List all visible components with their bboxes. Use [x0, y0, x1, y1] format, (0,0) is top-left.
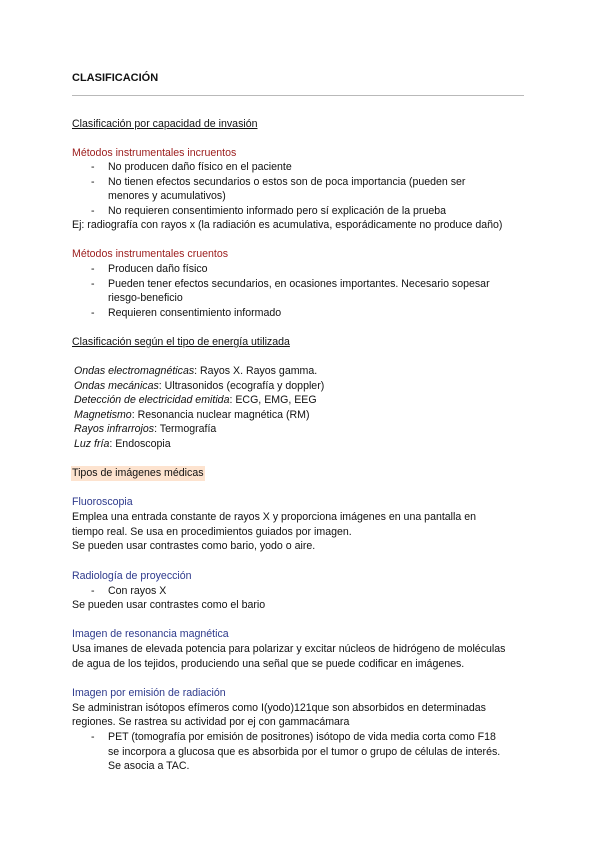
bullet-dash: - — [91, 307, 95, 319]
energia-row — [74, 365, 317, 378]
emision-line-2: regiones. Se rastrea su actividad por ej con gammacámara — [72, 716, 350, 728]
energia-term: Rayos infrarrojos — [74, 423, 155, 435]
incruentos-item-2-cont: menores y acumulativos) — [108, 190, 226, 202]
cruentos-item-3: Requieren consentimiento informado — [108, 307, 282, 319]
incruentos-example: Ej: radiografía con rayos x (la radiación es acumulativa, esporádicamente no produce daño) — [72, 219, 503, 231]
energia-term: Magnetismo — [74, 409, 132, 421]
resonancia-line-2: de agua de los tejidos, produciendo una señal que se puede codificar en imágenes. — [72, 658, 465, 670]
incruentos-item-1: No producen daño físico en el paciente — [108, 161, 292, 173]
energia-heading: Clasificación según el tipo de energía utilizada — [72, 336, 290, 348]
energia-row — [74, 394, 317, 407]
page-title: CLASIFICACIÓN — [72, 72, 159, 84]
energia-row — [74, 380, 324, 393]
bullet-dash: - — [91, 176, 95, 188]
energia-desc: : Termografía — [154, 423, 217, 435]
bullet-dash: - — [91, 731, 95, 743]
resonancia-heading: Imagen de resonancia magnética — [72, 628, 229, 640]
emision-heading: Imagen por emisión de radiación — [72, 687, 226, 699]
radiologia-item: Con rayos X — [108, 585, 167, 597]
title-divider — [72, 95, 524, 96]
bullet-dash: - — [91, 585, 95, 597]
energia-term: Luz fría — [74, 438, 110, 450]
cruentos-item-1: Producen daño físico — [108, 263, 208, 275]
energia-row — [74, 438, 171, 451]
fluoroscopia-line-1: Emplea una entrada constante de rayos X y proporciona imágenes en una pantalla en — [72, 511, 477, 523]
bullet-dash: - — [91, 263, 95, 275]
cruentos-heading: Métodos instrumentales cruentos — [72, 248, 229, 260]
resonancia-line-1: Usa imanes de elevada potencia para polarizar y excitar núcleos de hidrógeno de moléculas — [72, 643, 506, 655]
energia-desc: : Rayos X. Rayos gamma. — [194, 365, 318, 377]
incruentos-item-2: No tienen efectos secundarios o estos son de poca importancia (pueden ser — [108, 176, 466, 188]
cruentos-item-2: Pueden tener efectos secundarios, en ocasiones importantes. Necesario sopesar — [108, 278, 490, 290]
energia-desc: : Endoscopia — [109, 438, 171, 450]
invasion-heading: Clasificación por capacidad de invasión — [72, 118, 258, 130]
energia-row — [74, 423, 216, 436]
bullet-dash: - — [91, 278, 95, 290]
energia-term: Ondas electromagnéticas — [74, 365, 195, 377]
fluoroscopia-heading: Fluoroscopia — [72, 496, 133, 508]
emision-line-1: Se administran isótopos efímeros como I(yodo)121que son absorbidos en determinadas — [72, 702, 486, 714]
incruentos-heading: Métodos instrumentales incruentos — [72, 147, 237, 159]
incruentos-item-3: No requieren consentimiento informado pero sí explicación de la prueba — [108, 205, 447, 217]
emision-item-1-cont: Se asocia a TAC. — [108, 760, 190, 772]
energia-row — [74, 409, 310, 422]
radiologia-line: Se pueden usar contrastes como el bario — [72, 599, 266, 611]
energia-term: Ondas mecánicas — [74, 380, 159, 392]
radiologia-heading: Radiología de proyección — [72, 570, 192, 582]
fluoroscopia-line-2: tiempo real. Se usa en procedimientos guiados por imagen. — [72, 526, 352, 538]
emision-item-1: PET (tomografía por emisión de positrones) isótopo de vida media corta como F18 — [108, 731, 496, 743]
energia-desc: : Resonancia nuclear magnética (RM) — [131, 409, 310, 421]
tipos-heading-wrap — [72, 467, 205, 480]
bullet-dash: - — [91, 161, 95, 173]
fluoroscopia-line-3: Se pueden usar contrastes como bario, yodo o aire. — [72, 540, 316, 552]
emision-item-1-cont: se incorpora a glucosa que es absorbida por el tumor o grupo de células de interés. — [108, 746, 501, 758]
energia-desc: : ECG, EMG, EEG — [229, 394, 317, 406]
tipos-heading: Tipos de imágenes médicas — [72, 467, 204, 479]
bullet-dash: - — [91, 205, 95, 217]
energia-term: Detección de electricidad emitida — [74, 394, 230, 406]
energia-desc: : Ultrasonidos (ecografía y doppler) — [158, 380, 325, 392]
cruentos-item-2-cont: riesgo-beneficio — [108, 292, 183, 304]
